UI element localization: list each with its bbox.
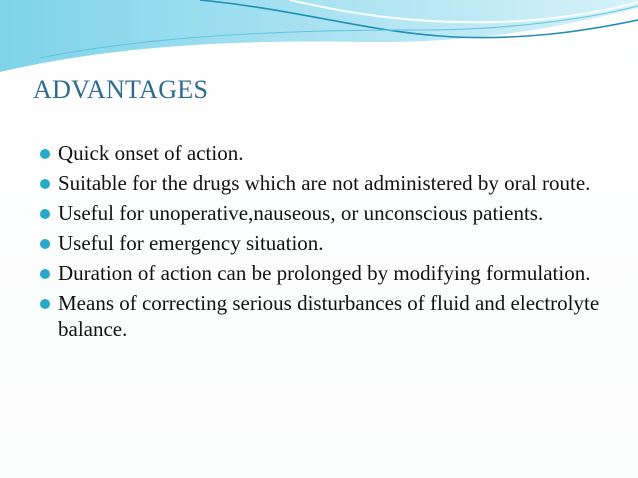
bullet-item	[40, 140, 610, 166]
bullet-item	[40, 170, 610, 196]
bullet-text: Useful for unoperative,nauseous, or unconscious patients.	[58, 201, 544, 225]
bullet-list	[40, 140, 610, 346]
bullet-text: Duration of action can be prolonged by modifying formulation.	[58, 261, 591, 285]
bullet-text: Quick onset of action.	[58, 141, 244, 165]
bullet-icon	[40, 299, 50, 309]
bullet-item	[40, 230, 610, 256]
bullet-icon	[40, 239, 50, 249]
bullet-icon	[40, 179, 50, 189]
bullet-item	[40, 260, 610, 286]
bullet-icon	[40, 209, 50, 219]
bullet-text: Means of correcting serious disturbances of fluid and electrolyte balance.	[58, 291, 600, 341]
bullet-text: Suitable for the drugs which are not administered by oral route.	[58, 171, 591, 195]
bullet-text: Useful for emergency situation.	[58, 231, 324, 255]
slide-title: ADVANTAGES	[33, 75, 209, 104]
bullet-icon	[40, 269, 50, 279]
header-wave-decoration	[0, 0, 638, 80]
bullet-icon	[40, 149, 50, 159]
bullet-item	[40, 200, 610, 226]
bullet-item	[40, 290, 610, 342]
